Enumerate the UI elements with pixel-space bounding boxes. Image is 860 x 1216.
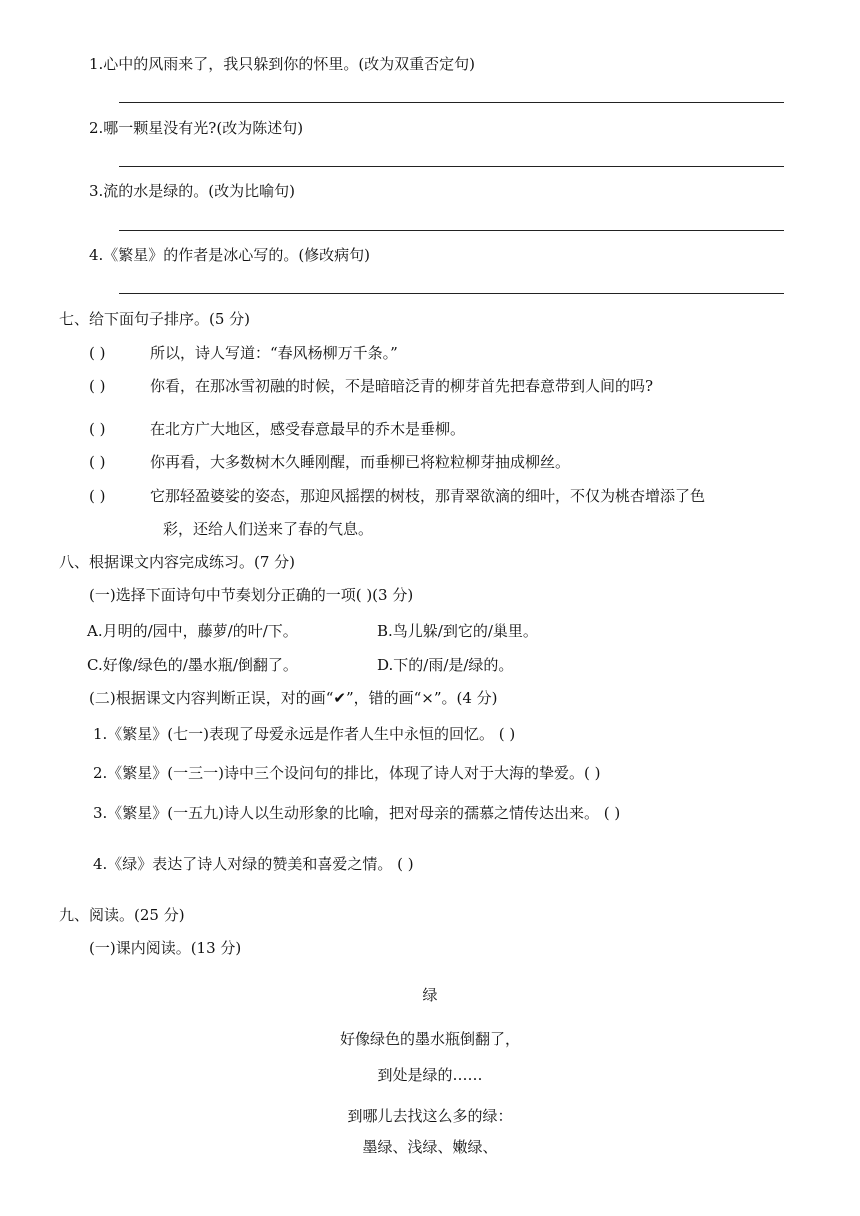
- part-1-title: (一)选择下面诗句中节奏划分正确的一项( )(3 分): [89, 586, 414, 604]
- rewrite-item-2: 2.哪一颗星没有光?(改为陈述句): [89, 119, 304, 137]
- rewrite-item-3: 3.流的水是绿的。(改为比喻句): [89, 182, 296, 200]
- poem-line-2: 到处是绿的……: [377, 1066, 483, 1084]
- answer-line-2[interactable]: [119, 166, 784, 167]
- order-sentence-5-cont: 彩，还给人们送来了春的气息。: [163, 520, 374, 538]
- option-d[interactable]: D.下的/雨/是/绿的。: [377, 656, 514, 674]
- section-8-title: 八、根据课文内容完成练习。(7 分): [59, 553, 296, 571]
- judge-item-3[interactable]: 3.《繁星》(一五九)诗人以生动形象的比喻，把对母亲的孺慕之情传达出来。 ( ): [93, 804, 621, 822]
- order-sentence-2: 你看，在那冰雪初融的时候，不是暗暗泛青的柳芽首先把春意带到人间的吗?: [150, 377, 654, 395]
- poem-title: 绿: [422, 986, 438, 1004]
- judge-item-2[interactable]: 2.《繁星》(一三一)诗中三个设问句的排比，体现了诗人对于大海的挚爱。( ): [93, 764, 601, 782]
- poem-line-4: 墨绿、浅绿、嫩绿、: [362, 1138, 498, 1156]
- poem-line-3: 到哪儿去找这么多的绿：: [347, 1107, 513, 1125]
- option-b[interactable]: B.鸟儿躲/到它的/巢里。: [377, 622, 538, 640]
- order-blank-2[interactable]: ( ): [89, 377, 106, 395]
- order-sentence-4: 你再看，大多数树木久睡刚醒，而垂柳已将粒粒柳芽抽成柳丝。: [150, 453, 571, 471]
- rewrite-item-1: 1.心中的风雨来了，我只躲到你的怀里。(改为双重否定句): [89, 55, 476, 73]
- answer-line-3[interactable]: [119, 230, 784, 231]
- rewrite-item-4: 4.《繁星》的作者是冰心写的。(修改病句): [89, 246, 371, 264]
- option-a[interactable]: A.月明的/园中，藤萝/的叶/下。: [87, 622, 298, 640]
- option-c[interactable]: C.好像/绿色的/墨水瓶/倒翻了。: [87, 656, 298, 674]
- order-blank-5[interactable]: ( ): [89, 487, 106, 505]
- order-sentence-5: 它那轻盈婆娑的姿态，那迎风摇摆的树枝，那青翠欲滴的细叶，不仅为桃杏增添了色: [150, 487, 706, 505]
- order-blank-3[interactable]: ( ): [89, 420, 106, 438]
- order-blank-1[interactable]: ( ): [89, 344, 106, 362]
- order-blank-4[interactable]: ( ): [89, 453, 106, 471]
- order-sentence-1: 所以，诗人写道：“春风杨柳万千条。”: [150, 344, 398, 362]
- judge-item-4[interactable]: 4.《绿》表达了诗人对绿的赞美和喜爱之情。 ( ): [93, 855, 414, 873]
- part-2-title: (二)根据课文内容判断正误，对的画“✔”，错的画“×”。(4 分): [89, 689, 498, 707]
- order-sentence-3: 在北方广大地区，感受春意最早的乔木是垂柳。: [150, 420, 466, 438]
- reading-part-1-title: (一)课内阅读。(13 分): [89, 939, 242, 957]
- section-7-title: 七、给下面句子排序。(5 分): [59, 310, 251, 328]
- judge-item-1[interactable]: 1.《繁星》(七一)表现了母爱永远是作者人生中永恒的回忆。 ( ): [93, 725, 516, 743]
- answer-line-1[interactable]: [119, 102, 784, 103]
- answer-line-4[interactable]: [119, 293, 784, 294]
- section-9-title: 九、阅读。(25 分): [59, 906, 185, 924]
- poem-line-1: 好像绿色的墨水瓶倒翻了，: [339, 1030, 520, 1048]
